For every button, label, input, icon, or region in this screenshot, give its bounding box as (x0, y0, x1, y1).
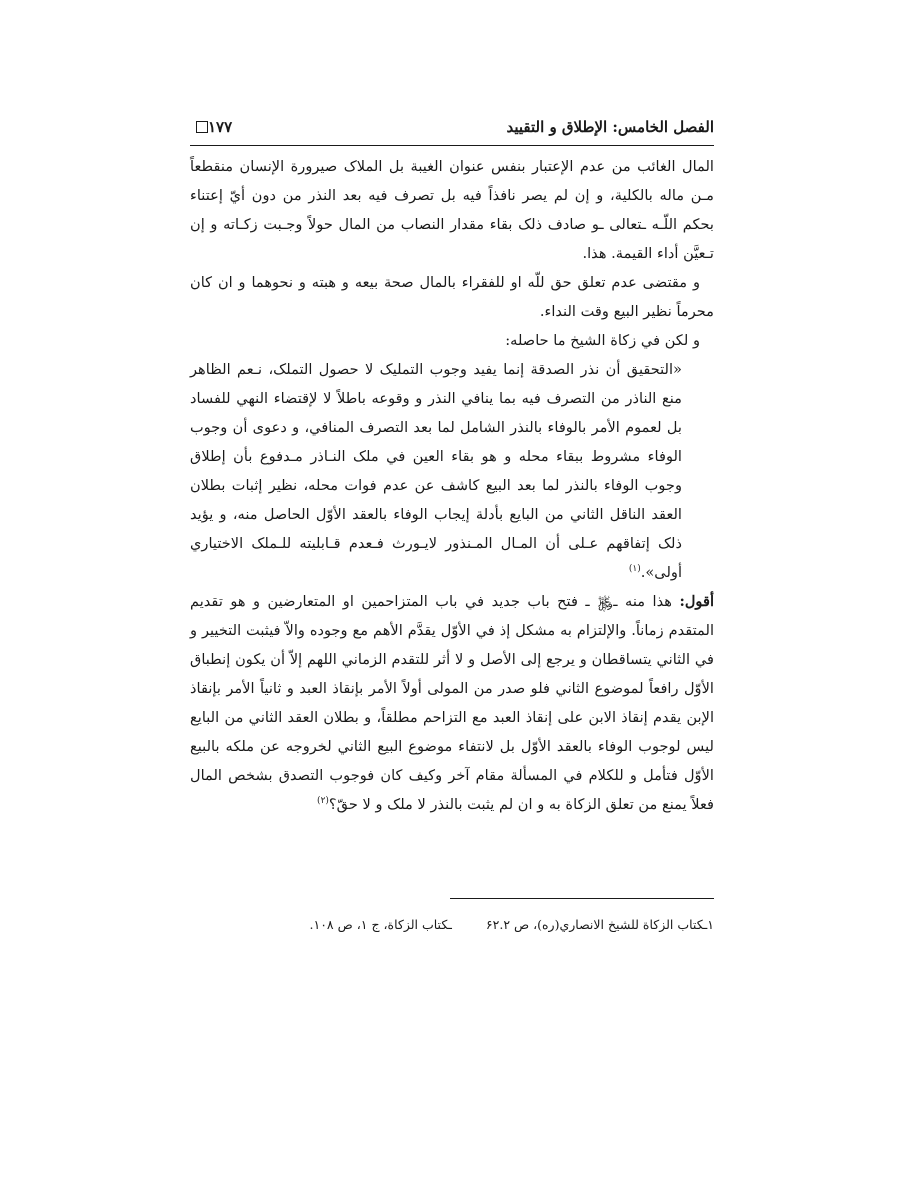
quote-text: «التحقيق أن نذر الصدقة إنما يفيد وجوب التمليک لا حصول التملک، نـعم الظاهر منع الناذر من التصرف فيه بما ينافي النذر و وقوعه باطلاً لا لإقتضاء النهي للفساد بل لعموم الأمر بالوفاء بالنذر الشامل لما بعد التصرف المنافي، و دعوى أن وجوب الوفاء مشروط ببقاء محله و هو بقاء العين في ملک النـاذر مـدفوع بأن إطلاق وجوب الوفاء بالنذر لما بعد البيع كاشف عن عدم فوات محله، نظير إثبات بطلان العقد الناقل الثاني من البايع بأدلة إيجاب الوفاء بالعقد الأوّل الحاصل منه، و يؤيد ذلک إتفاقهم عـلى أن المـال المـنذور لايـورث فـعدم قـابليته للـملک الاختياري أولى». (190, 361, 682, 581)
footnote-rule (450, 898, 714, 899)
paragraph-1: المال الغائب من عدم الإعتبار بنفس عنوان الغيبة بل الملاک صيرورة الإنسان منقطعاً مـن ماله بالكلية، و إن لم يصر نافذاً فيه بل تصرف فيه بعد النذر من دون أيّ إعتناء بحكم اللّـه ـتعالى ـو صادف ذلک بقاء مقدار النصاب من المال حولاً وجـبت زكـاته و إن تـعيَّن أداء القيمة. هذا. (190, 158, 714, 262)
footnote-ref-1[interactable]: (۱) (628, 564, 641, 575)
footnote-2: ۲ـكتاب الزكاة، ج ۱، ص ۱۰۸. (309, 917, 511, 932)
header-rule (190, 145, 714, 146)
main-text (190, 152, 714, 819)
square-icon (196, 121, 208, 133)
quoted-passage (190, 355, 682, 587)
footnote-1: ۱ـكتاب الزكاة للشيخ الانصاري(ره)، ص ۶۲. (485, 917, 714, 932)
paragraph-4-lead: أقول: (679, 593, 714, 610)
paragraph-3: و لكن في زكاة الشيخ ما حاصله: (505, 332, 700, 349)
page-header (190, 112, 714, 140)
footnotes (190, 914, 714, 936)
paragraph-2: و مقتضى عدم تعلق حق للّه او للفقراء بالمال صحة بيعه و هبته و نحوهما و ان كان محرماً نظير البيع وقت النداء. (190, 274, 714, 320)
chapter-title: الفصل الخامس: الإطلاق و التقييد (506, 118, 714, 136)
footnote-ref-2[interactable]: (۲) (317, 796, 329, 807)
paragraph-4-text: هذا منه ـ﷿ ـ فتح باب جديد في باب المتزاحمين او المتعارضين و هو تقديم المتقدم زماناً. والإلتزام به مشكل إذ في الأوّل يقدَّم الأهم مع وجوده والاّ فيثبت التخيير و في الثاني يتساقطان و يرجع إلى الأصل و لا أثر للتقدم الزماني اللهم إلاّ أن يكون إنطباق الأوّل رافعاً لموضوع الثاني فلو صدر من المولى أولاً الأمر بإنقاذ العبد و ثانياً الأمر بإنقاذ الإبن يقدم إنقاذ الابن على إنقاذ العبد مع التزاحم مطلقاً، و بطلان العقد الثاني من البايع ليس لوجوب الوفاء بالعقد الأوّل بل لانتفاء موضوع البيع الثاني لخروجه عن ملكه بالبيع الأوّل فتأمل و للكلام في المسألة مقام آخر وكيف كان فوجوب التصدق بشخص المال فعلاً يمنع من تعلق الزكاة به و ان لم يثبت بالنذر لا ملک و لا حقّ؟ (190, 593, 714, 813)
paragraph-4 (190, 587, 714, 819)
page-number-text: ۱۷۷ (208, 118, 233, 136)
page-number (190, 118, 232, 136)
